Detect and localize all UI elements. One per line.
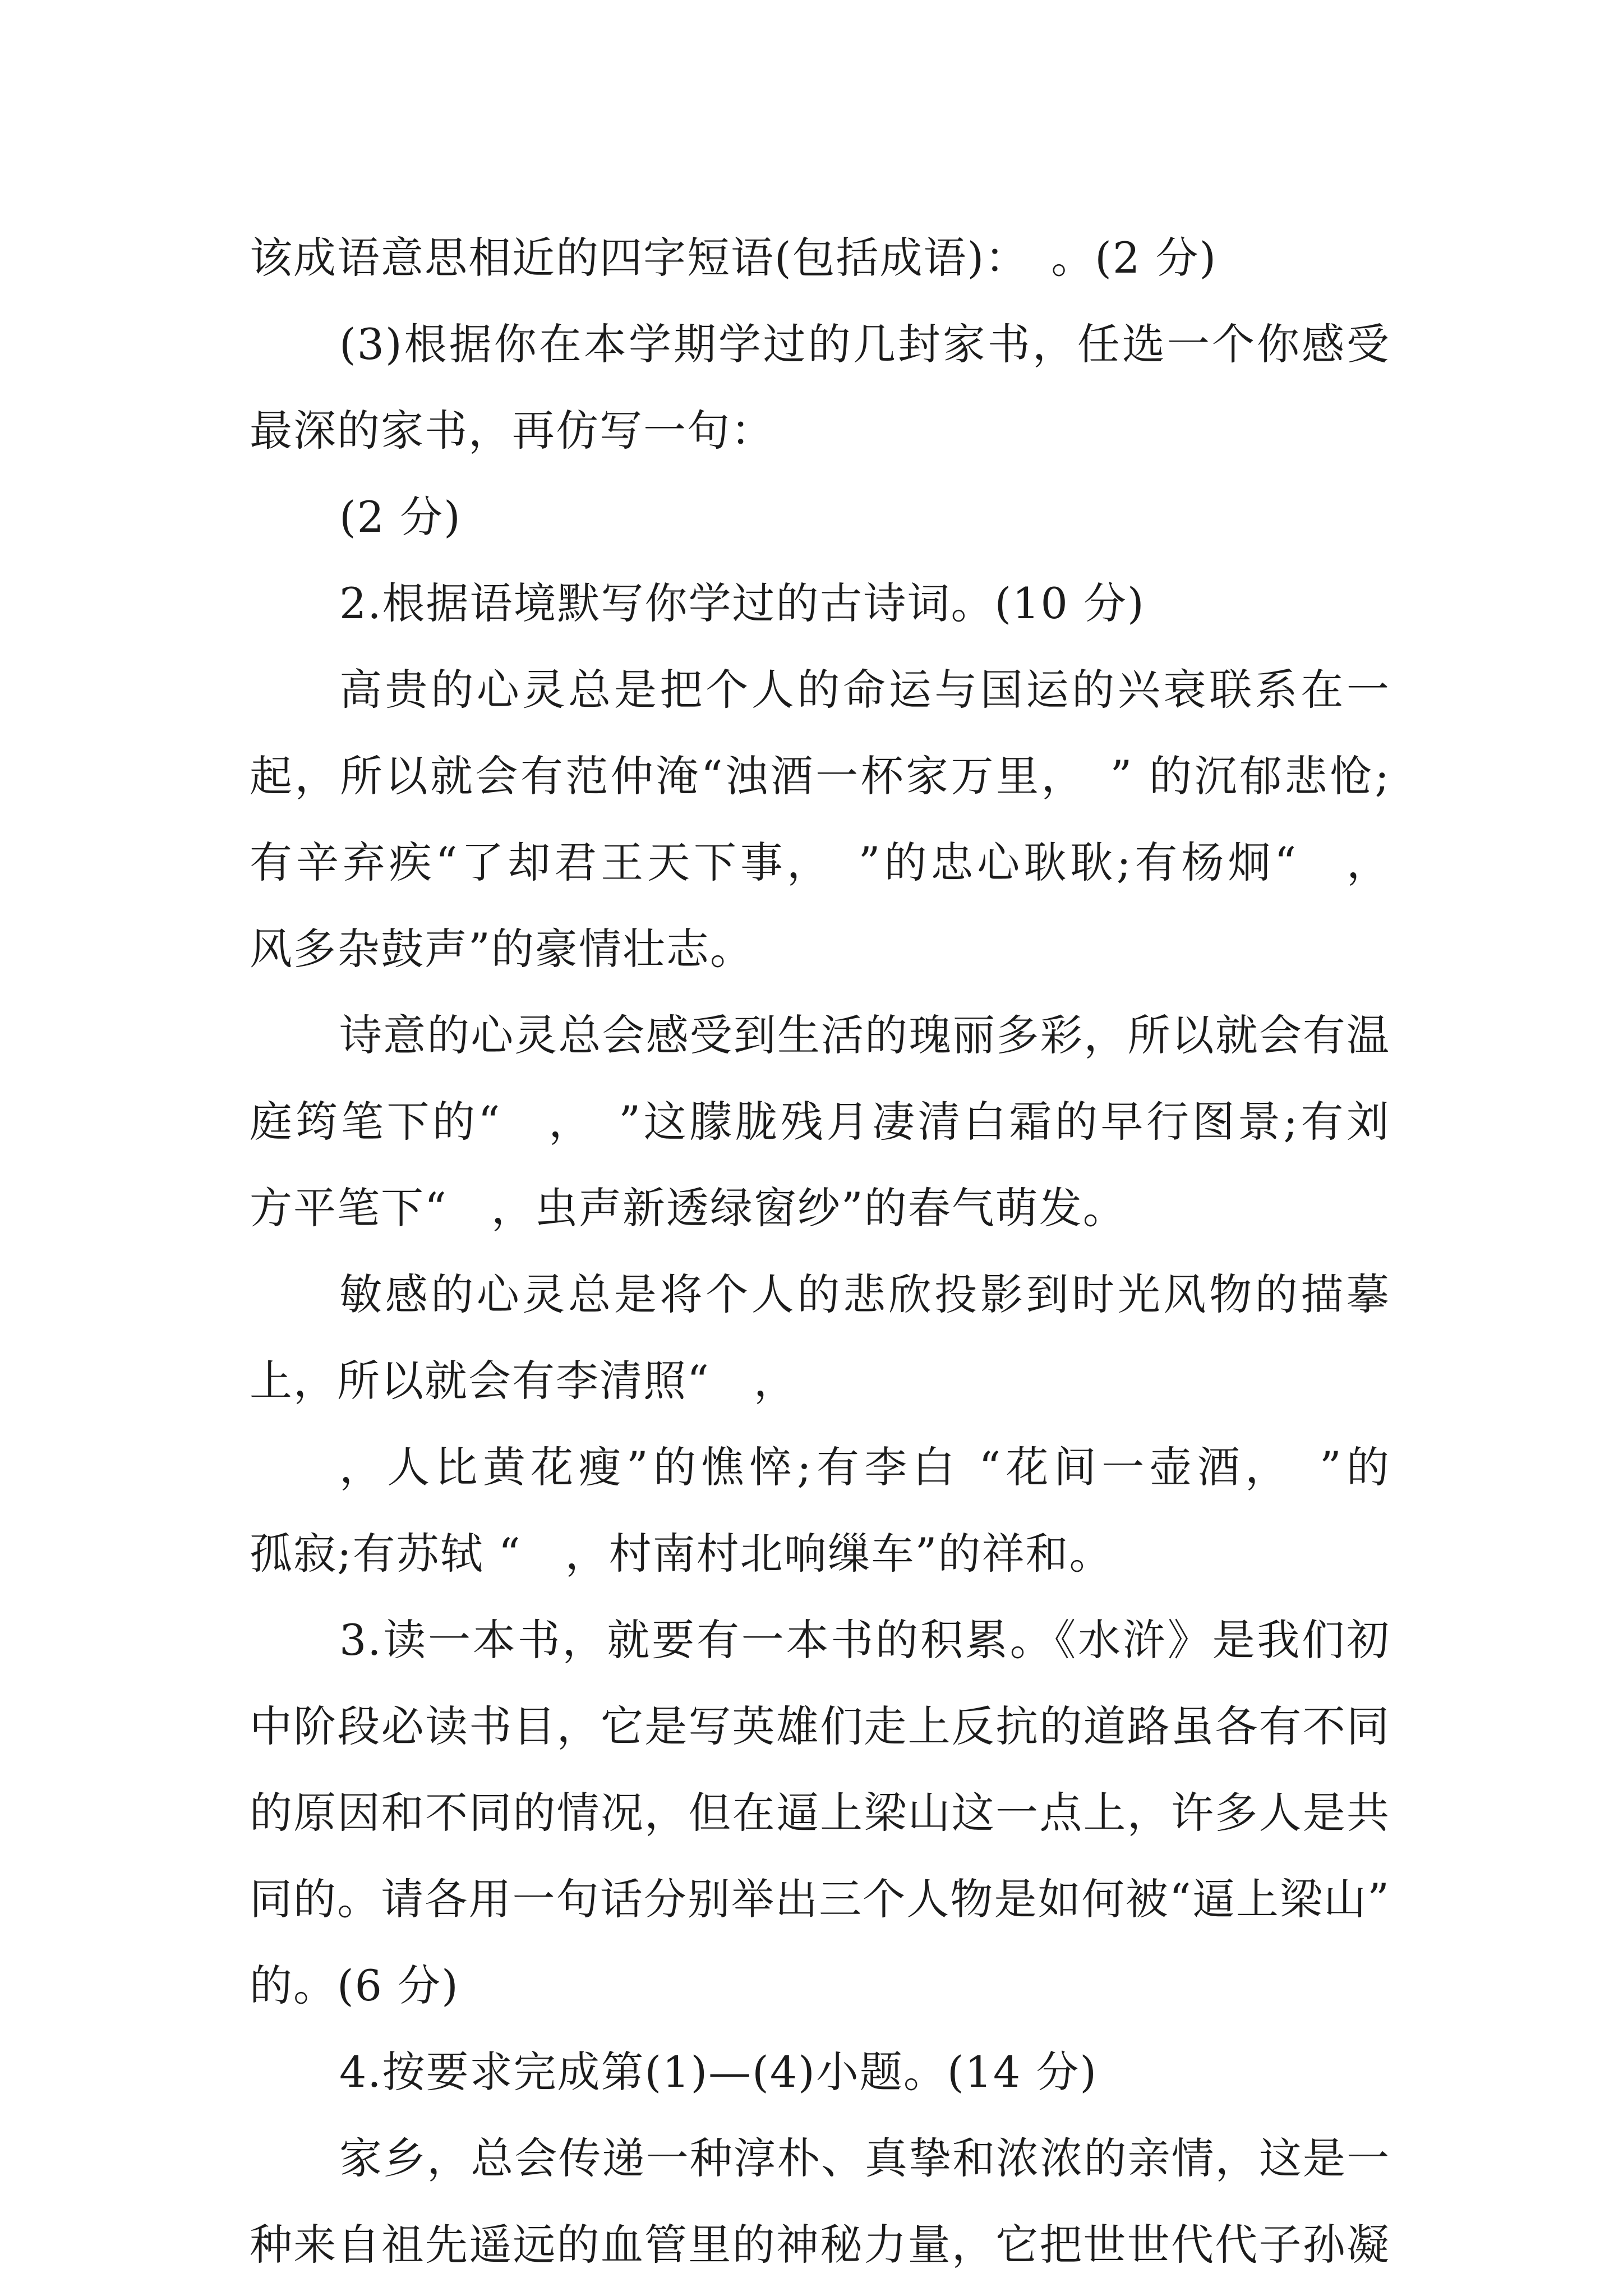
- document-body: [250, 215, 1390, 2288]
- text-line: 的。(6 分): [250, 1961, 459, 2010]
- text-line: 高贵的心灵总是把个人的命运与国运的兴衰联系在一: [339, 665, 1390, 715]
- text-line: (3)根据你在本学期学过的几封家书，任选一个你感受: [339, 319, 1390, 369]
- text-line: 孤寂;有苏轼 “ ，村南村北响缫车”的祥和。: [250, 1529, 1113, 1579]
- text-line: 2.根据语境默写你学过的古诗词。(10 分): [339, 578, 1145, 628]
- text-line: 同的。请各用一句话分别举出三个人物是如何被“逼上梁山”: [250, 1874, 1390, 1924]
- text-line: 4.按要求完成第(1)—(4)小题。(14 分): [339, 2047, 1098, 2097]
- text-line: 上，所以就会有李清照“ ，: [250, 1356, 797, 1406]
- text-line: 有辛弃疾“了却君王天下事， ”的忠心耿耿;有杨炯“ ，: [250, 838, 1390, 887]
- text-line: 诗意的心灵总会感受到生活的瑰丽多彩，所以就会有温: [339, 1010, 1390, 1060]
- text-line: 的原因和不同的情况，但在逼上梁山这一点上，许多人是共: [250, 1788, 1390, 1838]
- text-line: 该成语意思相近的四字短语(包括成语)： 。(2 分): [250, 233, 1218, 283]
- text-line: 家乡，总会传递一种淳朴、真挚和浓浓的亲情，这是一: [339, 2133, 1390, 2183]
- text-line: 起，所以就会有范仲淹“浊酒一杯家万里， ” 的沉郁悲怆;: [250, 751, 1390, 801]
- text-line: (2 分): [339, 492, 462, 542]
- text-line: 3.读一本书，就要有一本书的积累。《水浒》是我们初: [339, 1615, 1390, 1665]
- text-line: 庭筠笔下的“ ， ”这朦胧残月凄清白霜的早行图景;有刘: [250, 1097, 1390, 1147]
- text-line: 敏感的心灵总是将个人的悲欣投影到时光风物的描摹: [339, 1269, 1390, 1319]
- text-line: 中阶段必读书目，它是写英雄们走上反抗的道路虽各有不同: [250, 1701, 1390, 1751]
- text-line: ，人比黄花瘦”的憔悴;有李白 “花间一壶酒， ”的: [339, 1442, 1390, 1492]
- text-line: 风多杂鼓声”的豪情壮志。: [250, 924, 754, 974]
- text-line: 方平笔下“ ，虫声新透绿窗纱”的春气萌发。: [250, 1183, 1127, 1233]
- text-line: 最深的家书，再仿写一句：: [250, 406, 774, 455]
- text-line: 种来自祖先遥远的血管里的神秘力量，它把世世代代子孙凝: [250, 2220, 1390, 2270]
